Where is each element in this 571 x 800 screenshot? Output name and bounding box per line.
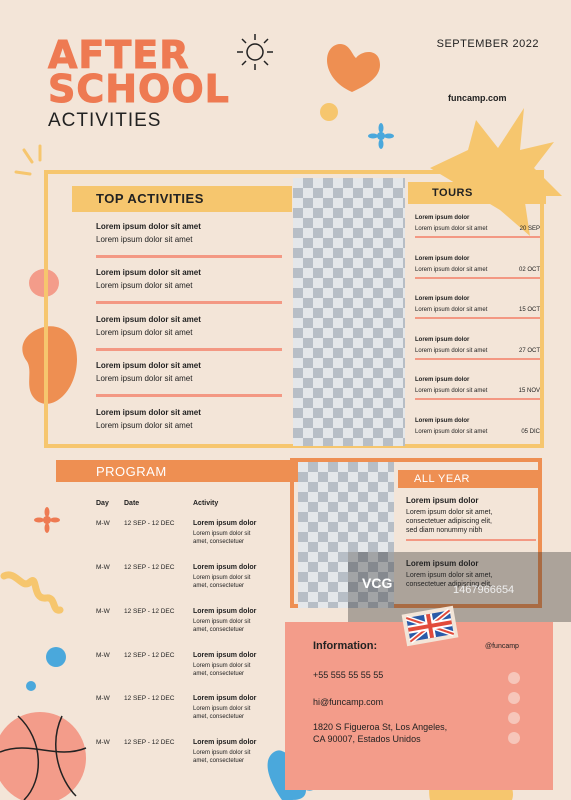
all-year-title: Lorem ipsum dolor — [406, 559, 479, 568]
activity-title: Lorem ipsum dolor sit amet — [96, 268, 201, 277]
tour-text: Lorem ipsum dolor sit amet — [415, 307, 488, 313]
divider — [415, 398, 540, 400]
program-activity-title: Lorem ipsum dolor — [193, 520, 257, 527]
tour-item — [415, 418, 540, 435]
tour-date: 27 OCT — [518, 348, 540, 354]
heart-shape — [327, 44, 380, 92]
program-activity-desc: Lorem ipsum dolor sit — [193, 619, 251, 625]
activity-subtitle: Lorem ipsum dolor sit amet — [96, 421, 193, 430]
info-email: hi@funcamp.com — [313, 697, 384, 707]
top-activities-heading: TOP ACTIVITIES — [96, 191, 204, 206]
all-year-header — [398, 470, 538, 488]
social-handle: @funcamp — [485, 643, 519, 650]
yellow-squiggle — [4, 575, 60, 610]
activity-title: Lorem ipsum dolor sit amet — [96, 222, 201, 231]
program-day: M-W — [96, 564, 110, 571]
program-date: 12 SEP - 12 DEC — [124, 564, 175, 571]
activity-item — [96, 315, 286, 351]
info-phone: +55 555 55 55 55 — [313, 670, 384, 680]
program-day: M-W — [96, 520, 110, 527]
tour-date: 15 NOV — [518, 388, 540, 394]
uk-flag-icon — [398, 604, 462, 648]
program-activity-desc: amet, consectetuer — [193, 627, 245, 633]
tour-text: Lorem ipsum dolor sit amet — [415, 388, 488, 394]
header-website: funcamp.com — [448, 93, 507, 103]
orange-splat — [34, 507, 60, 533]
program-header — [56, 460, 300, 482]
all-year-text: consectetuer adipiscing elit, — [406, 581, 492, 588]
tour-item — [415, 296, 540, 319]
divider — [415, 236, 540, 238]
divider — [415, 317, 540, 319]
tour-title: Lorem ipsum dolor — [415, 377, 470, 383]
program-activity-desc: amet, consectetuer — [193, 583, 245, 589]
activity-item — [96, 361, 286, 397]
program-activity-title: Lorem ipsum dolor — [193, 739, 257, 746]
info-address-line1: 1820 S Figueroa St, Los Angeles, — [313, 722, 448, 732]
tour-title: Lorem ipsum dolor — [415, 418, 470, 424]
divider — [406, 539, 536, 541]
title-school: SCHOOL — [48, 67, 230, 111]
tour-date: 05 DIC — [521, 429, 540, 435]
watermark-brand: VCG — [362, 575, 393, 591]
title-activities: ACTIVITIES — [48, 110, 162, 131]
tour-text: Lorem ipsum dolor sit amet — [415, 348, 488, 354]
column-header-day: Day — [96, 500, 109, 507]
tour-text: Lorem ipsum dolor sit amet — [415, 429, 488, 435]
blue-dot-small — [26, 681, 36, 691]
basketball-icon — [0, 712, 86, 800]
program-activity-desc: Lorem ipsum dolor sit — [193, 531, 251, 537]
program-day: M-W — [96, 695, 110, 702]
all-year-heading: ALL YEAR — [414, 473, 470, 485]
divider — [96, 394, 282, 397]
activity-title: Lorem ipsum dolor sit amet — [96, 361, 201, 370]
program-activity-desc: amet, consectetuer — [193, 758, 245, 764]
program-activity-desc: Lorem ipsum dolor sit — [193, 575, 251, 581]
yellow-dot — [320, 103, 338, 121]
tour-text: Lorem ipsum dolor sit amet — [415, 267, 488, 273]
program-day: M-W — [96, 739, 110, 746]
tour-date: 15 OCT — [518, 307, 540, 313]
divider — [415, 277, 540, 279]
tours-heading: TOURS — [432, 187, 473, 199]
activity-title: Lorem ipsum dolor sit amet — [96, 408, 201, 417]
tour-item — [415, 337, 540, 360]
program-date: 12 SEP - 12 DEC — [124, 739, 175, 746]
youtube-icon[interactable] — [508, 732, 520, 744]
activity-subtitle: Lorem ipsum dolor sit amet — [96, 374, 193, 383]
all-year-text: Lorem ipsum dolor sit amet, — [406, 509, 493, 516]
program-activity-desc: Lorem ipsum dolor sit — [193, 750, 251, 756]
watermark-id: 1467966654 — [453, 584, 515, 596]
instagram-icon[interactable] — [508, 692, 520, 704]
program-activity-desc: amet, consectetuer — [193, 539, 245, 545]
tour-title: Lorem ipsum dolor — [415, 256, 470, 262]
program-activity-desc: amet, consectetuer — [193, 671, 245, 677]
tour-item — [415, 377, 540, 400]
program-activity-title: Lorem ipsum dolor — [193, 564, 257, 571]
facebook-icon[interactable] — [508, 712, 520, 724]
divider — [96, 255, 282, 258]
information-heading: Information: — [313, 640, 378, 652]
image-placeholder-top — [293, 178, 405, 446]
blue-dot-large — [46, 647, 66, 667]
tour-text: Lorem ipsum dolor sit amet — [415, 226, 488, 232]
tour-title: Lorem ipsum dolor — [415, 337, 470, 343]
program-day: M-W — [96, 608, 110, 615]
title-after: AFTER — [48, 33, 190, 77]
activity-item — [96, 268, 286, 304]
tour-item — [415, 256, 540, 279]
program-activity-title: Lorem ipsum dolor — [193, 608, 257, 615]
program-activity-desc: amet, consectetuer — [193, 714, 245, 720]
activity-title: Lorem ipsum dolor sit amet — [96, 315, 201, 324]
all-year-text: Lorem ipsum dolor sit amet, — [406, 572, 493, 579]
tour-item — [415, 215, 540, 238]
tour-title: Lorem ipsum dolor — [415, 215, 470, 221]
twitter-icon[interactable] — [508, 672, 520, 684]
divider — [415, 358, 540, 360]
all-year-text: consectetuer adipiscing elit, — [406, 518, 492, 525]
program-activity-title: Lorem ipsum dolor — [193, 652, 257, 659]
program-date: 12 SEP - 12 DEC — [124, 695, 175, 702]
program-heading: PROGRAM — [96, 464, 167, 479]
program-activity-title: Lorem ipsum dolor — [193, 695, 257, 702]
top-activities-header — [72, 186, 292, 212]
header-date: SEPTEMBER 2022 — [436, 38, 539, 50]
program-activity-desc: Lorem ipsum dolor sit — [193, 706, 251, 712]
divider — [96, 348, 282, 351]
activity-subtitle: Lorem ipsum dolor sit amet — [96, 328, 193, 337]
tour-date: 20 SEP — [519, 226, 540, 232]
blue-splat — [368, 123, 394, 149]
activity-subtitle: Lorem ipsum dolor sit amet — [96, 281, 193, 290]
info-address-line2: CA 90007, Estados Unidos — [313, 734, 421, 744]
all-year-title: Lorem ipsum dolor — [406, 496, 479, 505]
program-date: 12 SEP - 12 DEC — [124, 608, 175, 615]
tours-header — [408, 182, 546, 204]
activity-item — [96, 222, 286, 258]
accent-marks — [16, 146, 40, 174]
all-year-item — [406, 496, 536, 541]
sun-icon — [237, 34, 273, 70]
activity-subtitle: Lorem ipsum dolor sit amet — [96, 235, 193, 244]
program-day: M-W — [96, 652, 110, 659]
program-activity-desc: Lorem ipsum dolor sit — [193, 663, 251, 669]
tour-date: 02 OCT — [518, 267, 540, 273]
all-year-text: sed diam nonummy nibh — [406, 527, 483, 534]
divider — [96, 301, 282, 304]
program-date: 12 SEP - 12 DEC — [124, 520, 175, 527]
program-date: 12 SEP - 12 DEC — [124, 652, 175, 659]
activity-item — [96, 408, 286, 430]
column-header-date: Date — [124, 500, 140, 507]
column-header-activity: Activity — [193, 500, 219, 507]
tour-title: Lorem ipsum dolor — [415, 296, 470, 302]
